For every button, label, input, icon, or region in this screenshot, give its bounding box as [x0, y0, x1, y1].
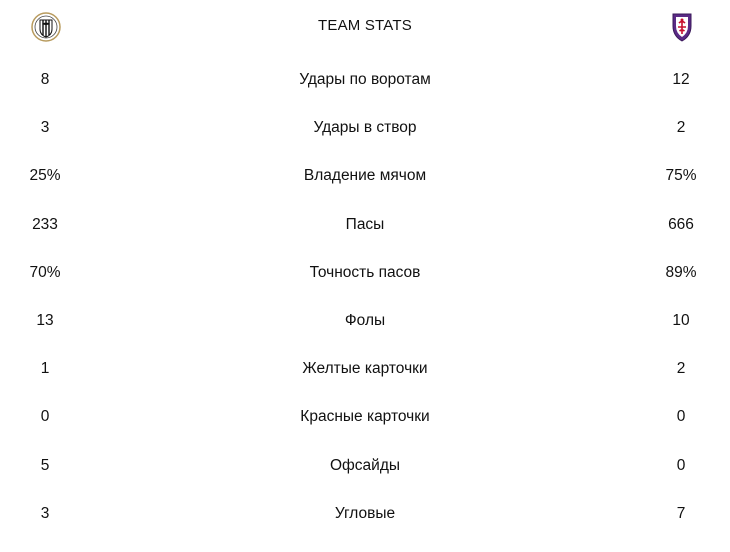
stat-row-pass-accuracy [0, 249, 730, 297]
home-value: 3 [40, 119, 50, 137]
stat-label: Пасы [345, 215, 385, 233]
home-value: 233 [32, 215, 58, 233]
stat-label: Владение мячом [303, 167, 427, 185]
stat-label: Офсайды [329, 456, 401, 474]
away-value: 12 [672, 71, 690, 88]
stat-label: Красные карточки [300, 408, 430, 426]
away-value: 2 [676, 119, 686, 137]
home-value: 8 [40, 71, 50, 88]
stats-header [0, 0, 730, 54]
away-value: 0 [676, 408, 686, 426]
home-value: 5 [40, 456, 50, 474]
away-value: 0 [676, 456, 686, 474]
fiorentina-crest-icon [667, 10, 697, 44]
stat-row-possession [0, 152, 730, 200]
stat-label: Удары в створ [313, 119, 417, 137]
stat-label: Удары по воротам [299, 71, 431, 88]
stat-row-fouls [0, 297, 730, 345]
home-value: 1 [40, 360, 50, 378]
home-value: 70% [29, 263, 61, 281]
home-value: 13 [36, 311, 54, 329]
away-value: 2 [676, 360, 686, 378]
away-value: 666 [668, 215, 694, 233]
team-stats-table [0, 56, 730, 538]
home-value: 0 [40, 408, 50, 426]
stat-row-passes [0, 201, 730, 249]
page-title: TEAM STATS [318, 17, 412, 34]
stat-row-shots-on-target [0, 104, 730, 152]
stat-row-corners [0, 490, 730, 538]
stat-label: Точность пасов [309, 263, 421, 281]
home-value: 3 [40, 504, 50, 522]
away-value: 75% [665, 167, 697, 185]
stat-label: Фолы [344, 311, 386, 329]
stat-label: Угловые [334, 504, 396, 522]
away-value: 7 [676, 504, 686, 522]
stat-row-shots [0, 56, 730, 104]
stat-row-red-cards [0, 393, 730, 441]
stat-row-yellow-cards [0, 345, 730, 393]
home-value: 25% [29, 167, 61, 185]
stat-label: Желтые карточки [302, 360, 428, 378]
away-value: 89% [665, 263, 697, 281]
stat-row-offsides [0, 442, 730, 490]
away-value: 10 [672, 311, 690, 329]
